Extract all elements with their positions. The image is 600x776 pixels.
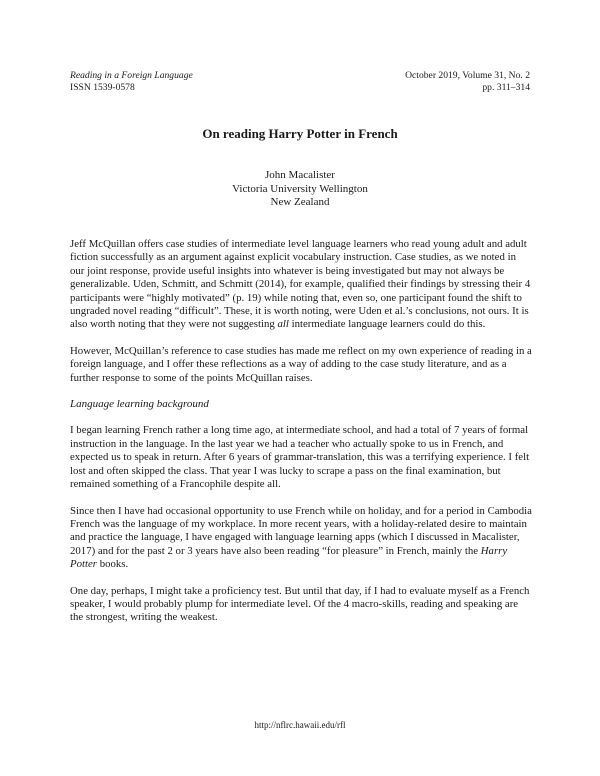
author-affiliation: Victoria University Wellington [232, 182, 368, 195]
page-range: pp. 311–314 [482, 82, 530, 93]
issn: ISSN 1539-0578 [70, 82, 135, 93]
paragraph-5: One day, perhaps, I might take a proficiency test. But until that day, if I had to evaluate myself as a French speaker, I would probably plump for intermediate level. Of the 4 macro-skills, reading and speaking are the strongest, writing the weakest. [70, 584, 530, 624]
author-block [0, 169, 600, 210]
author-name: John Macalister [265, 169, 335, 181]
article-title: On reading Harry Potter in French [202, 126, 398, 141]
issue-info: October 2019, Volume 31, No. 2 [405, 70, 530, 81]
header-right [405, 70, 530, 94]
journal-name: Reading in a Foreign Language [70, 70, 193, 81]
paragraph-4-emphasis: Harry Potter [70, 544, 508, 571]
paragraph-4-text-a: Since then I have had occasional opportunity to use French while on holiday, and for a period in Cambodia French was the language of my workplace. In more recent years, with a holiday-related desire to maintain and practice the language, I have engaged with language learning apps (which I discussed in Macalister, 2017) and for the past 2 or 3 years have also been reading “for pleasure” in French, mainly the [70, 504, 532, 557]
header-left [70, 70, 193, 94]
paragraph-2: However, McQuillan’s reference to case studies has made me reflect on my own experience of reading in a foreign language, and I offer these reflections as a way of adding to the case study literature, and as a further response to some of the points McQuillan raises. [70, 344, 532, 384]
paragraph-1 [70, 238, 532, 332]
paragraph-1-text-a: Jeff McQuillan offers case studies of intermediate level language learners who read young adult and adult fiction successfully as an argument against explicit vocabulary instruction. Case studies, as we noted in our joint response, provide useful insights into whatever is being investigated but may not always be generalizable. Uden, Schmitt, and Schmitt (2014), for example, qualified their findings by stressing their 4 participants were “highly motivated” (p. 19) while noting that, even so, one participant found the shift to ungraded novel reading “difficult”. These, it is worth noting, were Uden et al.’s conclusions, not ours. It is also worth noting that they were not suggesting [70, 238, 531, 331]
paragraph-4 [70, 505, 532, 572]
section-heading: Language learning background [70, 398, 209, 411]
paragraph-1-emphasis: all [277, 318, 289, 331]
paragraph-4-text-b: books. [97, 558, 129, 571]
article-body [70, 238, 532, 638]
paragraph-1-text-b: intermediate language learners could do this. [288, 318, 486, 331]
footer-url[interactable]: http://nflrc.hawaii.edu/rfl [254, 720, 346, 730]
paragraph-3: I began learning French rather a long time ago, at intermediate school, and had a total of 7 years of formal instruction in the language. In the last year we had a teacher who actually spoke to us in French, and expected us to speak in return. After 6 years of grammar-translation, this was a terrifying experience. I felt lost and often skipped the class. That year I was lucky to scrape a pass on the final examination, but remained something of a Francophile despite all. [70, 424, 530, 491]
author-country: New Zealand [270, 196, 330, 208]
